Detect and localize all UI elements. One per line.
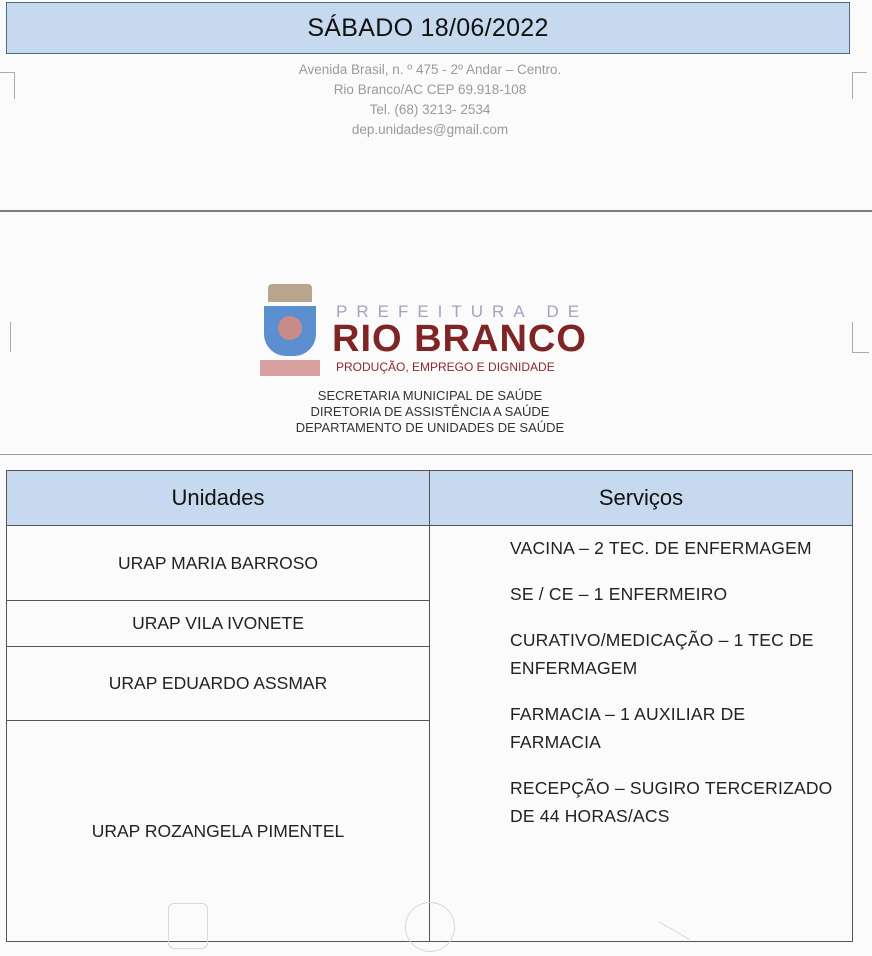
service-text: CURATIVO/MEDICAÇÃO – 1 TEC DE ENFERMAGEM xyxy=(510,630,814,678)
date-title-bar xyxy=(6,2,850,54)
address-line: Avenida Brasil, n. º 475 - 2º Andar – Centro. xyxy=(298,62,562,77)
page-corner-mark xyxy=(0,322,11,352)
address-line: Rio Branco/AC CEP 69.918-108 xyxy=(333,82,527,97)
address-block xyxy=(0,60,860,140)
recent-apps-button[interactable] xyxy=(168,903,208,949)
bullet-icon xyxy=(476,580,510,608)
department-header xyxy=(0,388,860,436)
phone-line: Tel. (68) 3213- 2534 xyxy=(369,102,491,117)
unit-cell: URAP MARIA BARROSO xyxy=(7,526,430,601)
page-divider xyxy=(0,454,872,455)
units-column-header: Unidades xyxy=(7,471,430,526)
table-header-row xyxy=(7,471,853,526)
department-line: DIRETORIA DE ASSISTÊNCIA A SAÚDE xyxy=(310,404,550,419)
page-divider xyxy=(0,210,872,212)
table-row xyxy=(7,526,853,601)
units-services-table xyxy=(6,470,853,942)
department-line: SECRETARIA MUNICIPAL DE SAÚDE xyxy=(317,388,543,403)
unit-cell: URAP EDUARDO ASSMAR xyxy=(7,647,430,721)
logo-slogan: PRODUÇÃO, EMPREGO E DIGNIDADE xyxy=(336,360,555,374)
bullet-icon xyxy=(476,534,510,562)
email-line: dep.unidades@gmail.com xyxy=(351,122,509,137)
coat-of-arms-icon xyxy=(260,284,318,378)
unit-cell: URAP ROZANGELA PIMENTEL xyxy=(7,721,430,942)
service-text: SE / CE – 1 ENFERMEIRO xyxy=(510,584,728,604)
department-line: DEPARTAMENTO DE UNIDADES DE SAÚDE xyxy=(295,420,565,435)
bullet-icon xyxy=(476,700,510,756)
service-text: FARMACIA – 1 AUXILIAR DE FARMACIA xyxy=(510,704,746,752)
service-item xyxy=(476,580,852,608)
service-item xyxy=(476,534,852,562)
service-item xyxy=(476,626,852,682)
logo-city-name: RIO BRANCO xyxy=(332,318,587,360)
service-item xyxy=(476,700,852,756)
service-item xyxy=(476,774,852,830)
service-text: VACINA – 2 TEC. DE ENFERMAGEM xyxy=(510,538,812,558)
home-button[interactable] xyxy=(405,902,455,952)
date-title: SÁBADO 18/06/2022 xyxy=(307,13,549,42)
services-cell xyxy=(430,526,853,942)
logo-prefeitura-text: PREFEITURA DE xyxy=(336,302,589,321)
page-corner-mark xyxy=(852,322,869,353)
unit-cell: URAP VILA IVONETE xyxy=(7,601,430,647)
prefeitura-logo xyxy=(258,284,608,380)
bullet-icon xyxy=(476,626,510,682)
service-text: RECEPÇÃO – SUGIRO TERCERIZADO DE 44 HORAS/ACS xyxy=(510,778,833,826)
bullet-icon xyxy=(476,774,510,830)
services-column-header: Serviços xyxy=(430,471,853,526)
